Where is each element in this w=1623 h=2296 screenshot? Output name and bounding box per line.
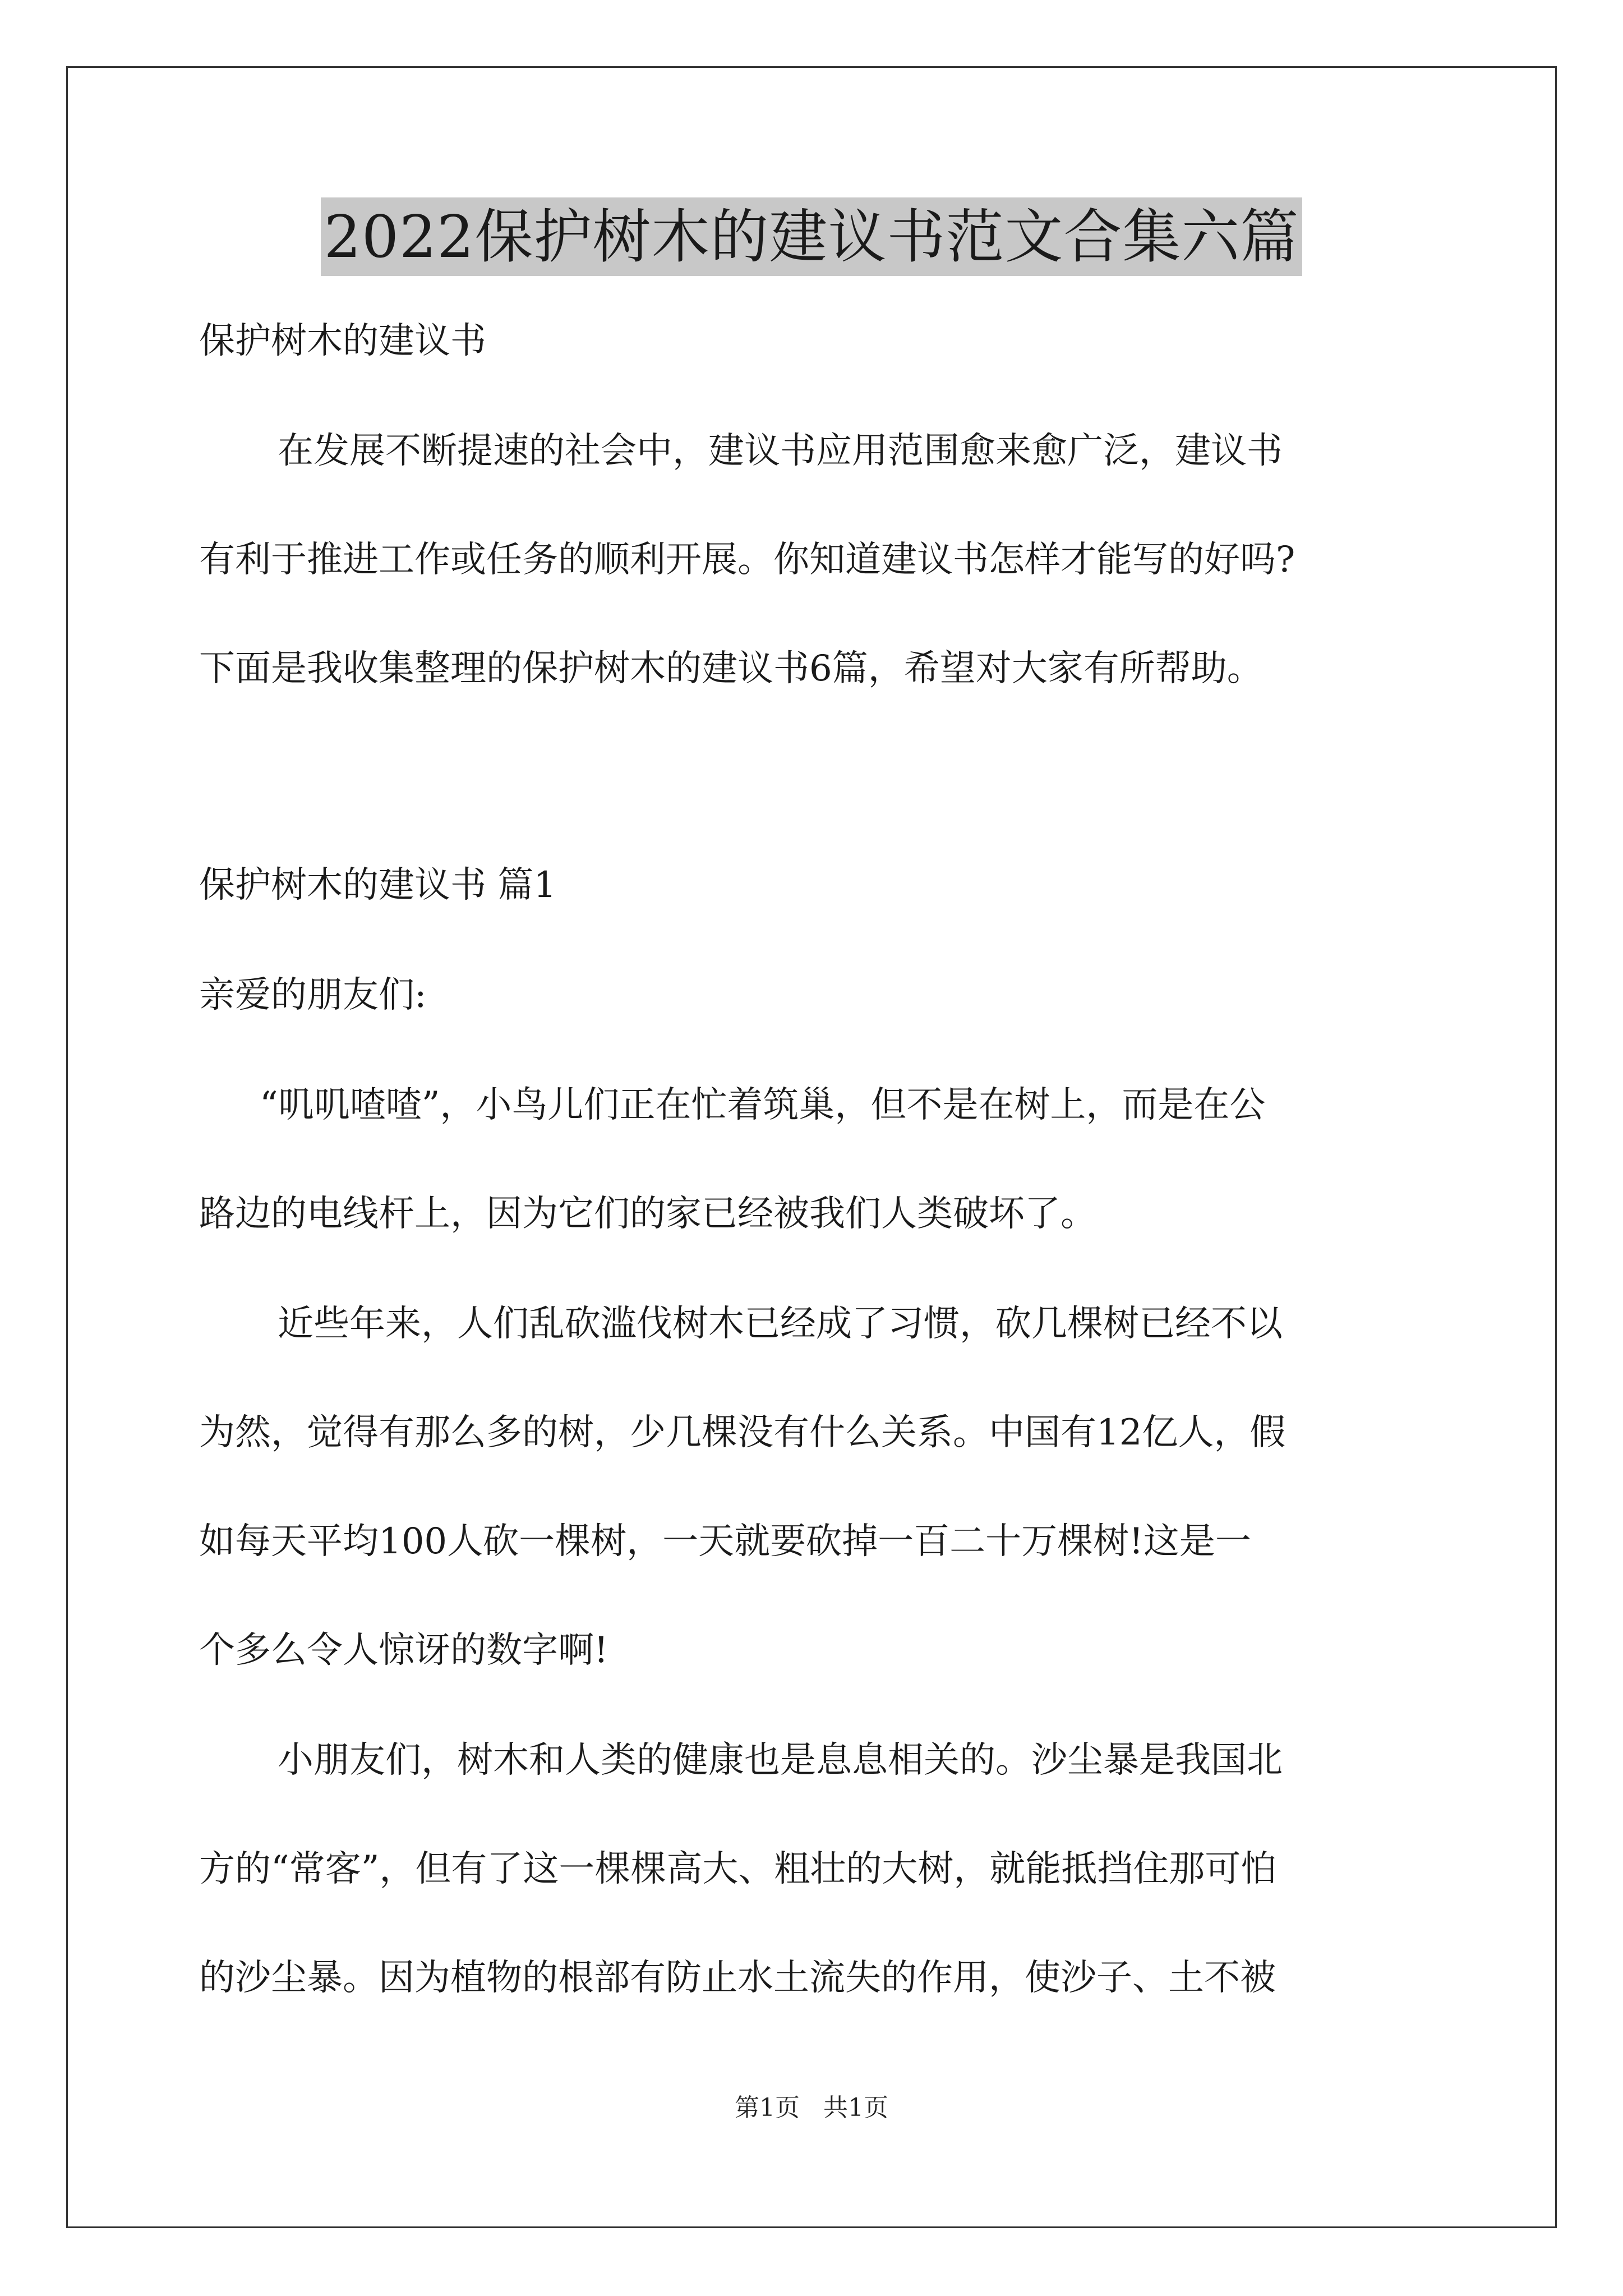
document-body	[199, 314, 1433, 2005]
intro-paragraph	[199, 424, 1433, 696]
document-title: 2022保护树木的建议书范文合集六篇	[321, 197, 1303, 276]
paragraph-3	[199, 1733, 1433, 2005]
title-container	[0, 197, 1623, 276]
page-number: 第1页	[735, 2093, 800, 2122]
paragraph-1	[199, 1078, 1433, 1241]
chapter-heading: 保护树木的建议书 篇1	[199, 864, 557, 906]
paragraph-line: 为然，觉得有那么多的树，少几棵没有什么关系。中国有12亿人，假	[199, 1412, 1286, 1453]
paragraph-line: 路边的电线杆上，因为它们的家已经被我们人类破坏了。	[199, 1193, 1096, 1235]
paragraph-line: 近些年来，人们乱砍滥伐树木已经成了习惯，砍几棵树已经不以	[278, 1303, 1283, 1345]
section-heading: 保护树木的建议书	[199, 320, 486, 362]
paragraph-line: 个多么令人惊讶的数字啊!	[199, 1630, 608, 1671]
paragraph-2	[199, 1297, 1433, 1677]
paragraph-line: 方的“常客”，但有了这一棵棵高大、粗壮的大树，就能抵挡住那可怕	[199, 1848, 1277, 1890]
intro-line: 有利于推进工作或任务的顺利开展。你知道建议书怎样才能写的好吗?	[199, 539, 1295, 581]
page-footer	[0, 2091, 1623, 2125]
paragraph-line: 小朋友们，树木和人类的健康也是息息相关的。沙尘暴是我国北	[278, 1740, 1283, 1781]
paragraph-line: 的沙尘暴。因为植物的根部有防止水土流失的作用，使沙子、土不被	[199, 1957, 1276, 1999]
paragraph-line: “叽叽喳喳”，小鸟儿们正在忙着筑巢，但不是在树上，而是在公	[260, 1084, 1266, 1126]
page-total: 共1页	[823, 2093, 888, 2122]
intro-line: 下面是我收集整理的保护树木的建议书6篇，希望对大家有所帮助。	[199, 648, 1263, 689]
intro-line: 在发展不断提速的社会中，建议书应用范围愈来愈广泛，建议书	[278, 430, 1283, 472]
paragraph-line: 如每天平均100人砍一棵树，一天就要砍掉一百二十万棵树!这是一	[199, 1521, 1251, 1562]
salutation: 亲爱的朋友们:	[199, 974, 427, 1016]
